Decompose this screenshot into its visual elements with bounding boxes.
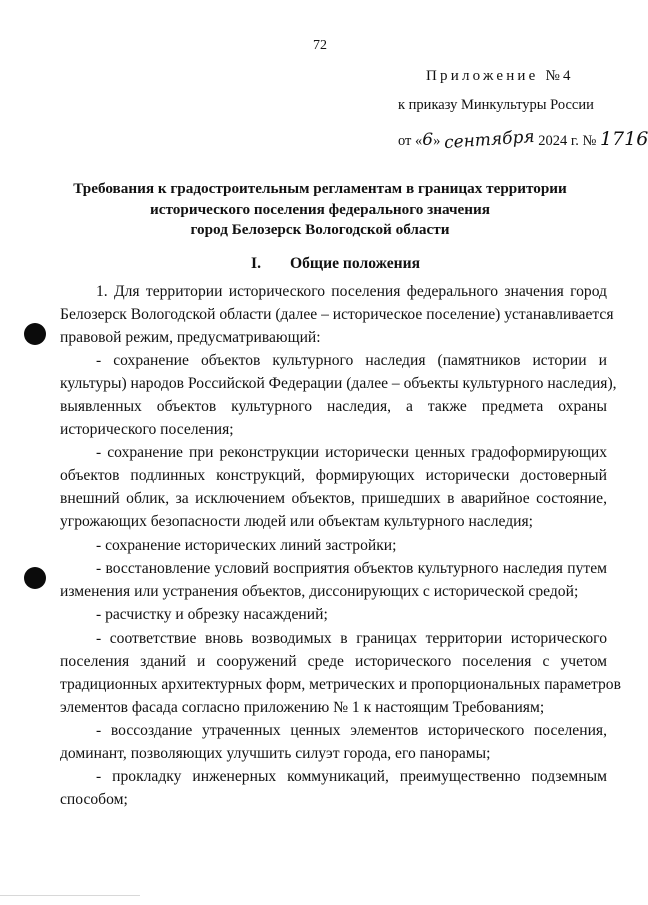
handwritten-day: 6 (422, 130, 434, 150)
body-line: - воссоздание утраченных ценных элементов исторического поселения, (96, 722, 607, 739)
punch-hole-mark (24, 567, 46, 589)
body-line: - сохранение объектов культурного наследия (памятников истории и (96, 352, 607, 369)
handwritten-order-number: 1716 (599, 128, 648, 150)
body-line: выявленных объектов культурного наследия, а также предмета охраны (60, 398, 607, 415)
body-line: - сохранение при реконструкции исторически ценных градоформирующих (96, 444, 607, 461)
body-line: внешний облик, за исключением объектов, пришедших в аварийное состояние, (60, 490, 607, 507)
body-line: Белозерск Вологодской области (далее – историческое поселение) устанавливается (60, 306, 614, 323)
document-title (0, 179, 640, 241)
body-line: объектов подлинных конструкций, формирующих исторически достоверный (60, 467, 607, 484)
date-prefix: от « (398, 133, 423, 149)
handwritten-month: сентября (443, 126, 536, 154)
order-reference: к приказу Минкультуры России (398, 97, 594, 113)
body-line: правовой режим, предусматривающий: (60, 329, 321, 346)
body-line: - сохранение исторических линий застройки; (96, 537, 397, 554)
body-line: - соответствие вновь возводимых в границах территории исторического (96, 630, 607, 647)
body-line: исторического поселения; (60, 421, 234, 438)
body-line: поселения зданий и сооружений среде исторического поселения с учетом (60, 653, 607, 670)
body-line: - восстановление условий восприятия объектов культурного наследия путем (96, 560, 607, 577)
section-number: I. (251, 255, 261, 272)
body-line: способом; (60, 791, 128, 808)
body-line: - прокладку инженерных коммуникаций, преимущественно подземным (96, 768, 607, 785)
date-mid: » (433, 133, 444, 149)
body-line: элементов фасада согласно приложению № 1 к настоящим Требованиям; (60, 699, 545, 716)
body-line: - расчистку и обрезку насаждений; (96, 606, 328, 623)
title-line: город Белозерск Вологодской области (190, 221, 450, 238)
date-year: 2024 г. № (538, 133, 597, 149)
body-line: культуры) народов Российской Федерации (далее – объекты культурного наследия), (60, 375, 617, 392)
scan-edge-mark (0, 895, 140, 896)
body-line: изменения или устранения объектов, диссонирующих с исторической средой; (60, 583, 579, 600)
title-line: Требования к градостроительным регламентам в границах территории (73, 180, 567, 197)
appendix-title: Приложение №4 (426, 68, 574, 84)
body-line: доминант, позволяющих улучшить силуэт города, его панорамы; (60, 745, 491, 762)
punch-hole-mark (24, 323, 46, 345)
title-line: исторического поселения федерального значения (150, 200, 490, 218)
body-line: угрожающих безопасности людей или объектам культурного наследия; (60, 513, 533, 530)
body-line: 1. Для территории исторического поселения федерального значения город (96, 283, 607, 300)
order-date-line (398, 126, 648, 154)
section-title: Общие положения (290, 255, 421, 272)
page-number: 72 (313, 38, 327, 53)
body-line: традиционных архитектурных форм, метрических и пропорциональных параметров (60, 676, 621, 693)
